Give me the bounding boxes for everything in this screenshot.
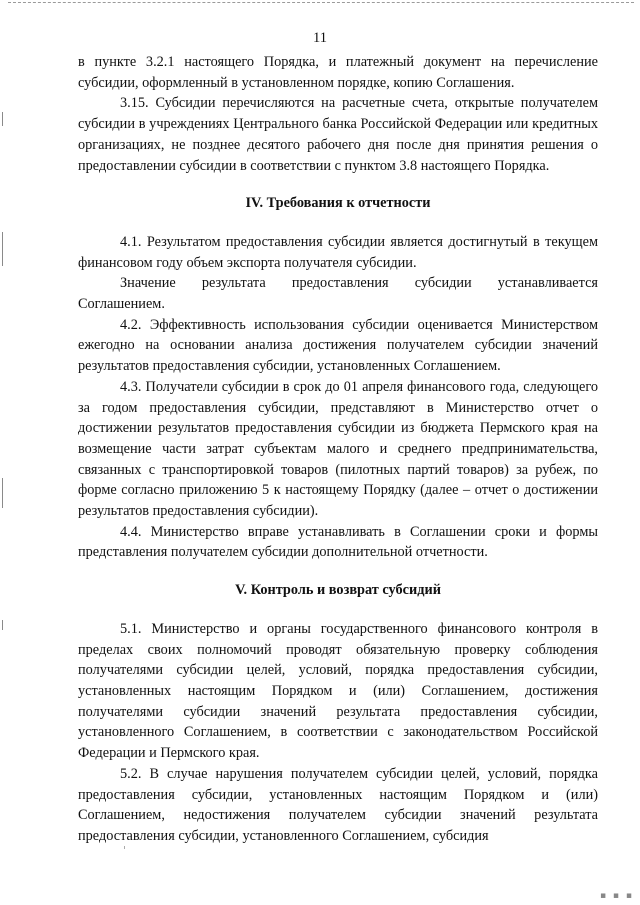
scan-corner-mark: ▪ ▪ ▪ [599,891,634,901]
page-number: 11 [313,30,327,46]
paragraph-4-3: 4.3. Получатели субсидии в срок до 01 апреля финансового года, следующего за годом предоставления субсидии, представляют в Министерство отчет о достижении результатов предоставления субсидии из бюджета Пермского края на возмещение части затрат субъектам малого и среднего предпринимательства, связанных с транспортировкой товаров (пилотных партий товаров) за рубеж, по форме согласно приложению 5 к настоящему Порядку (далее – отчет о достижении результатов предоставления субсидии). [78,378,598,520]
paragraph-4-4: 4.4. Министерство вправе устанавливать в Соглашении сроки и формы представления получателем субсидии дополнительной отчетности. [78,523,598,561]
scan-edge-mark [2,478,3,508]
scan-edge-mark [2,112,3,126]
paragraph-5-1: 5.1. Министерство и органы государственного финансового контроля в пределах своих полномочий проводят обязательную проверку соблюдения получателями субсидии целей, условий, порядка предоставления субсидии, установленных настоящим Порядком и (или) Соглашением, достижения получателями субсидии значений результата предоставления субсидии, установленного Соглашением, в соответствии с законодательством Российской Федерации и Пермского края. [78,620,598,762]
paragraph-4-2: 4.2. Эффективность использования субсидии оценивается Министерством ежегодно на основании анализа достижения получателем субсидии значений результатов предоставления субсидии, установленных Соглашением. [78,316,598,375]
paragraph-continuation: в пункте 3.2.1 настоящего Порядка, и платежный документ на перечисление субсидии, оформленный в установленном порядке, копию Соглашения. [78,54,598,91]
section-v-heading: V. Контроль и возврат субсидий [235,582,441,599]
paragraph-4-1-value: Значение результата предоставления субсидии устанавливается Соглашением. [78,275,598,313]
scan-edge-mark [2,620,3,630]
paragraph-3-15: 3.15. Субсидии перечисляются на расчетные счета, открытые получателем субсидии в учреждениях Центрального банка Российской Федерации или кредитных организациях, не позднее десятого рабочего дня после дня принятия решения о предоставлении субсидии в соответствии с пунктом 3.8 настоящего Порядка. [78,95,598,174]
scan-top-edge [8,2,634,3]
scan-dot [124,846,125,849]
document-body [78,52,598,847]
paragraph-5-2: 5.2. В случае нарушения получателем субсидии целей, условий, порядка предоставления субсидии, установленных настоящим Порядком и (или) Соглашением, недостижения получателем субсидии значений результата предоставления субсидии, установленного Соглашением, субсидия [78,765,598,844]
paragraph-4-1: 4.1. Результатом предоставления субсидии является достигнутый в текущем финансовом году объем экспорта получателя субсидии. [78,233,598,271]
section-iv-heading: IV. Требования к отчетности [245,195,431,212]
scan-edge-mark [2,232,3,266]
